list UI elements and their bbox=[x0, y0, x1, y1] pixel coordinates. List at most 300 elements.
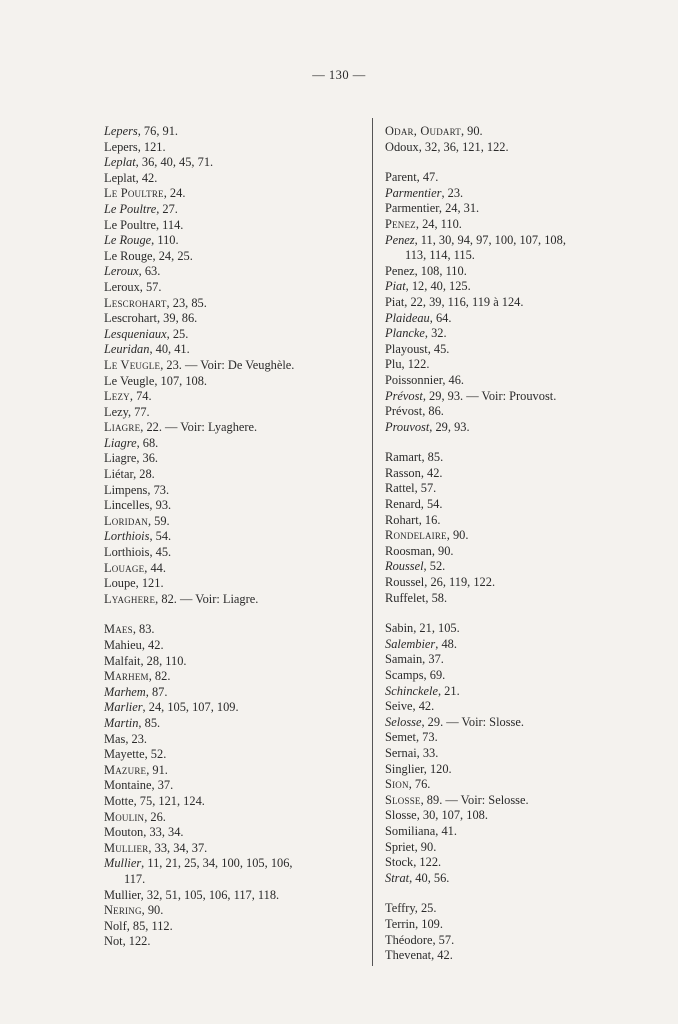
index-entry bbox=[104, 794, 366, 810]
index-entry bbox=[385, 170, 665, 186]
entry-name: Playoust bbox=[385, 341, 428, 356]
index-entry bbox=[385, 901, 665, 917]
entry-name: Limpens bbox=[104, 482, 148, 497]
index-entry bbox=[104, 934, 366, 950]
entry-pages: , 90. bbox=[141, 903, 164, 918]
index-entry bbox=[104, 140, 366, 156]
index-entry bbox=[104, 700, 366, 716]
entry-name: Seive bbox=[385, 699, 413, 714]
entry-pages: , 121. bbox=[135, 576, 164, 591]
entry-pages: , 122. bbox=[401, 357, 430, 372]
entry-pages: , 27. bbox=[156, 201, 178, 216]
entry-pages: 113, 114, 115. bbox=[405, 248, 475, 263]
entry-pages: , 52. bbox=[423, 559, 446, 574]
entry-name: Moulin bbox=[104, 809, 145, 824]
entry-pages: , 57. bbox=[432, 932, 455, 947]
entry-pages: , 122. bbox=[122, 934, 151, 949]
entry-name: Le Poultre bbox=[104, 186, 164, 201]
entry-name: Leroux bbox=[104, 279, 140, 294]
index-entry bbox=[385, 186, 665, 202]
entry-name: Leplat bbox=[104, 170, 136, 185]
entry-pages: , 87. bbox=[145, 684, 168, 699]
entry-name: Penez bbox=[385, 263, 415, 278]
index-entry bbox=[385, 948, 665, 964]
entry-name: Liagre bbox=[104, 435, 137, 450]
entry-name: Mazure bbox=[104, 762, 147, 777]
entry-pages: , 33. bbox=[416, 745, 439, 760]
entry-pages: , 83. bbox=[132, 622, 155, 637]
index-entry bbox=[104, 888, 366, 904]
index-entry bbox=[104, 358, 366, 374]
entry-pages: , 54. bbox=[420, 497, 443, 512]
entry-pages: , 73. bbox=[147, 482, 170, 497]
entry-name: Lezy bbox=[104, 389, 130, 404]
entry-pages: , 25. bbox=[166, 326, 189, 341]
index-entry bbox=[104, 561, 366, 577]
entry-pages: , 40, 56. bbox=[409, 870, 450, 885]
index-entry bbox=[104, 264, 366, 280]
entry-name: Liétar bbox=[104, 467, 134, 482]
index-entry bbox=[104, 280, 366, 296]
index-entry bbox=[104, 483, 366, 499]
entry-pages: , 12, 40, 125. bbox=[405, 279, 471, 294]
entry-name: Montaine bbox=[104, 778, 152, 793]
entry-pages: , 114. bbox=[155, 217, 184, 232]
entry-pages: , 90. bbox=[414, 839, 437, 854]
entry-name: Le Rouge bbox=[104, 248, 153, 263]
entry-pages: , 29. — Voir: Slosse. bbox=[421, 714, 524, 729]
entry-pages: , 39, 86. bbox=[156, 311, 198, 326]
index-entry bbox=[385, 140, 665, 156]
entry-name: Stock bbox=[385, 855, 414, 870]
entry-pages: , 29, 93. — Voir: Prouvost. bbox=[422, 388, 557, 403]
entry-name: Odar, Oudart bbox=[385, 124, 461, 138]
entry-name: Marhem bbox=[104, 669, 149, 684]
index-entry bbox=[385, 357, 665, 373]
entry-pages: , 74. bbox=[129, 389, 152, 404]
entry-pages: , 91. bbox=[146, 762, 168, 777]
index-entry bbox=[104, 233, 366, 249]
entry-name: Mayette bbox=[104, 747, 145, 762]
index-column-right bbox=[385, 124, 665, 964]
index-entry bbox=[385, 544, 665, 560]
index-entry bbox=[104, 374, 366, 390]
index-entry bbox=[104, 903, 366, 919]
entry-name: Rattel bbox=[385, 481, 415, 496]
entry-pages: , 11, 21, 25, 34, 100, 105, 106, bbox=[141, 856, 293, 871]
index-entry bbox=[104, 638, 366, 654]
index-entry bbox=[104, 124, 366, 140]
entry-pages: , 108, 110. bbox=[414, 263, 467, 278]
entry-name: Schinckele bbox=[385, 683, 438, 698]
index-entry bbox=[104, 342, 366, 358]
entry-name: Slosse bbox=[385, 808, 417, 823]
index-entry bbox=[104, 825, 366, 841]
entry-name: Lezy bbox=[104, 404, 128, 419]
entry-pages: , 23. bbox=[125, 731, 148, 746]
entry-pages: , 82. — Voir: Liagre. bbox=[155, 591, 259, 606]
index-entry bbox=[104, 778, 366, 794]
entry-pages: , 36. bbox=[136, 451, 159, 466]
index-entry bbox=[385, 295, 665, 311]
entry-pages: , 44. bbox=[144, 560, 166, 575]
entry-pages: , 90. bbox=[460, 124, 483, 138]
entry-pages: , 68. bbox=[136, 435, 159, 450]
index-entry bbox=[385, 124, 665, 140]
entry-pages: , 26. bbox=[144, 809, 166, 824]
entry-pages: , 33, 34, 37. bbox=[148, 840, 208, 855]
entry-name: Plu bbox=[385, 357, 402, 372]
entry-name: Prévost bbox=[385, 388, 423, 403]
entry-pages: , 77. bbox=[127, 404, 150, 419]
entry-pages: , 48. bbox=[435, 636, 457, 651]
index-entry bbox=[385, 201, 665, 217]
index-entry bbox=[385, 326, 665, 342]
entry-name: Leroux bbox=[104, 264, 139, 279]
entry-pages: , 32. bbox=[424, 326, 447, 341]
entry-name: Lesqueniaux bbox=[104, 326, 167, 341]
index-column-left bbox=[104, 124, 366, 950]
entry-name: Samain bbox=[385, 652, 423, 667]
entry-pages: , 42. bbox=[135, 170, 158, 185]
entry-name: Loupe bbox=[104, 576, 136, 591]
entry-pages: , 57. bbox=[139, 279, 162, 294]
entry-pages: , 22, 39, 116, 119 à 124. bbox=[404, 294, 524, 309]
entry-name: Le Poultre bbox=[104, 201, 157, 216]
index-entry bbox=[385, 762, 665, 778]
index-entry bbox=[104, 296, 366, 312]
index-entry bbox=[385, 481, 665, 497]
index-entry bbox=[385, 793, 665, 809]
entry-pages: , 11, 30, 94, 97, 100, 107, 108, bbox=[414, 232, 566, 247]
entry-pages: , 24. bbox=[163, 186, 186, 201]
entry-name: Sion bbox=[385, 777, 409, 792]
index-entry bbox=[385, 746, 665, 762]
entry-name: Lyaghere bbox=[104, 591, 156, 606]
entry-name: Malfait bbox=[104, 653, 141, 668]
index-entry bbox=[104, 436, 366, 452]
entry-pages: , 42. bbox=[412, 699, 435, 714]
entry-name: Plancke bbox=[385, 326, 425, 341]
index-entry bbox=[385, 466, 665, 482]
entry-pages: , 23. — Voir: De Veughèle. bbox=[160, 357, 295, 372]
entry-pages: , 93. bbox=[149, 498, 172, 513]
entry-pages: , 47. bbox=[416, 170, 439, 185]
entry-name: Mullier bbox=[104, 856, 142, 871]
entry-pages: , 58. bbox=[425, 590, 448, 605]
entry-name: Not bbox=[104, 934, 123, 949]
index-entry bbox=[104, 171, 366, 187]
index-entry bbox=[104, 763, 366, 779]
index-entry bbox=[104, 327, 366, 343]
index-entry bbox=[104, 810, 366, 826]
entry-name: Prévost bbox=[385, 404, 423, 419]
entry-pages: , 21, 105. bbox=[413, 621, 460, 636]
entry-name: Maes bbox=[104, 622, 133, 637]
index-entry bbox=[104, 654, 366, 670]
entry-pages: , 85, 112. bbox=[126, 918, 173, 933]
entry-pages: , 42. bbox=[420, 465, 443, 480]
index-entry bbox=[385, 389, 665, 405]
index-entry bbox=[104, 669, 366, 685]
entry-name: Liagre bbox=[104, 420, 141, 435]
index-entry bbox=[104, 622, 366, 638]
entry-name: Slosse bbox=[385, 792, 421, 807]
entry-pages: , 28, 110. bbox=[140, 653, 187, 668]
index-entry bbox=[385, 248, 665, 264]
entry-pages: , 45. bbox=[149, 545, 172, 560]
index-entry bbox=[104, 389, 366, 405]
entry-name: Salembier bbox=[385, 636, 436, 651]
entry-name: Mas bbox=[104, 731, 126, 746]
entry-name: Poissonnier bbox=[385, 372, 443, 387]
index-entry bbox=[385, 715, 665, 731]
index-entry bbox=[385, 824, 665, 840]
entry-pages: , 107, 108. bbox=[154, 373, 208, 388]
index-entry bbox=[385, 621, 665, 637]
index-entry bbox=[104, 514, 366, 530]
index-entry bbox=[385, 591, 665, 607]
index-entry bbox=[385, 233, 665, 249]
entry-name: Lepers bbox=[104, 124, 138, 138]
index-entry bbox=[385, 528, 665, 544]
entry-pages: , 42. bbox=[431, 948, 453, 963]
index-entry bbox=[104, 545, 366, 561]
entry-name: Le Veugle bbox=[104, 373, 155, 388]
entry-pages: , 30, 107, 108. bbox=[416, 808, 488, 823]
index-entry bbox=[104, 202, 366, 218]
entry-name: Terrin bbox=[385, 916, 416, 931]
entry-pages: , 46. bbox=[442, 372, 465, 387]
entry-pages: , 21. bbox=[437, 683, 460, 698]
index-entry bbox=[385, 730, 665, 746]
index-entry bbox=[104, 311, 366, 327]
entry-name: Motte bbox=[104, 793, 134, 808]
index-entry bbox=[385, 808, 665, 824]
entry-pages: 117. bbox=[124, 871, 146, 886]
index-entry bbox=[385, 637, 665, 653]
entry-pages: , 54. bbox=[149, 529, 172, 544]
index-entry bbox=[104, 249, 366, 265]
entry-name: Marlier bbox=[104, 700, 143, 715]
index-entry bbox=[104, 919, 366, 935]
index-entry bbox=[385, 777, 665, 793]
entry-pages: , 24, 110. bbox=[415, 216, 462, 231]
index-entry bbox=[385, 559, 665, 575]
entry-name: Roosman bbox=[385, 543, 432, 558]
entry-name: Lorthiois bbox=[104, 545, 150, 560]
entry-name: Semet bbox=[385, 730, 416, 745]
index-entry bbox=[385, 279, 665, 295]
entry-name: Loridan bbox=[104, 513, 148, 528]
index-entry bbox=[385, 917, 665, 933]
entry-name: Lescrohart bbox=[104, 295, 167, 310]
entry-pages: , 41. bbox=[435, 823, 457, 838]
entry-name: Sabin bbox=[385, 621, 414, 636]
index-entry bbox=[104, 451, 366, 467]
entry-name: Louage bbox=[104, 560, 145, 575]
entry-pages: , 73. bbox=[415, 730, 438, 745]
index-entry bbox=[385, 311, 665, 327]
entry-name: Nolf bbox=[104, 918, 127, 933]
entry-name: Parent bbox=[385, 170, 417, 185]
entry-name: Leuridan bbox=[104, 342, 150, 357]
index-entry bbox=[385, 652, 665, 668]
index-entry bbox=[385, 404, 665, 420]
entry-pages: , 37. bbox=[422, 652, 444, 667]
index-entry bbox=[385, 513, 665, 529]
entry-pages: , 89. — Voir: Selosse. bbox=[420, 792, 529, 807]
entry-pages: , 36, 40, 45, 71. bbox=[135, 155, 214, 170]
entry-name: Le Poultre bbox=[104, 217, 156, 232]
index-entry bbox=[104, 529, 366, 545]
index-entry bbox=[104, 841, 366, 857]
entry-pages: , 16. bbox=[418, 512, 441, 527]
entry-pages: , 32, 51, 105, 106, 117, 118. bbox=[140, 887, 280, 902]
entry-name: Le Rouge bbox=[104, 233, 152, 248]
entry-pages: , 24, 31. bbox=[438, 201, 480, 216]
entry-pages: , 22. — Voir: Lyaghere. bbox=[140, 420, 258, 435]
entry-name: Mahieu bbox=[104, 638, 142, 652]
entry-name: Odoux bbox=[385, 139, 419, 154]
entry-pages: , 45. bbox=[427, 341, 450, 356]
entry-name: Renard bbox=[385, 497, 421, 512]
entry-pages: , 110. bbox=[151, 233, 179, 248]
entry-pages: , 28. bbox=[133, 467, 155, 482]
entry-pages: , 86. bbox=[422, 404, 444, 419]
entry-pages: , 33, 34. bbox=[143, 825, 184, 840]
index-entry bbox=[104, 467, 366, 483]
entry-pages: , 76. bbox=[408, 777, 431, 792]
entry-name: Parmentier bbox=[385, 185, 442, 200]
entry-name: Rondelaire bbox=[385, 528, 447, 543]
index-entry bbox=[104, 155, 366, 171]
entry-name: Piat bbox=[385, 279, 406, 294]
entry-name: Théodore bbox=[385, 932, 433, 947]
entry-pages: , 40, 41. bbox=[149, 342, 190, 357]
entry-pages: , 69. bbox=[423, 668, 446, 682]
index-entry bbox=[385, 264, 665, 280]
entry-pages: , 29, 93. bbox=[429, 419, 470, 434]
index-entry bbox=[385, 840, 665, 856]
entry-pages: , 90. bbox=[431, 543, 454, 558]
entry-name: Somiliana bbox=[385, 823, 436, 838]
entry-pages: , 82. bbox=[148, 669, 171, 684]
index-entry bbox=[385, 450, 665, 466]
entry-name: Thevenat bbox=[385, 948, 432, 963]
entry-name: Roussel bbox=[385, 575, 425, 590]
index-entry bbox=[385, 497, 665, 513]
index-entry bbox=[104, 186, 366, 202]
column-divider bbox=[372, 118, 373, 966]
entry-name: Rohart bbox=[385, 512, 419, 527]
entry-name: Mouton bbox=[104, 825, 144, 840]
index-entry bbox=[104, 685, 366, 701]
entry-name: Martin bbox=[104, 715, 139, 730]
entry-pages: , 121. bbox=[137, 139, 166, 154]
entry-pages: , 59. bbox=[147, 513, 170, 528]
entry-name: Sernai bbox=[385, 745, 417, 760]
index-entry bbox=[104, 732, 366, 748]
entry-pages: , 90. bbox=[446, 528, 469, 543]
entry-name: Roussel bbox=[385, 559, 424, 574]
entry-name: Penez bbox=[385, 216, 416, 231]
entry-name: Leplat bbox=[104, 155, 136, 170]
index-entry bbox=[385, 855, 665, 871]
entry-name: Le Veugle bbox=[104, 357, 161, 372]
entry-pages: , 57. bbox=[414, 481, 437, 496]
index-entry bbox=[104, 747, 366, 763]
index-entry bbox=[385, 342, 665, 358]
entry-name: Singlier bbox=[385, 761, 424, 776]
index-entry bbox=[385, 871, 665, 887]
index-entry bbox=[104, 420, 366, 436]
entry-pages: , 42. bbox=[141, 638, 164, 652]
index-entry bbox=[104, 576, 366, 592]
entry-pages: , 63. bbox=[138, 264, 161, 279]
index-entry bbox=[104, 218, 366, 234]
entry-pages: , 26, 119, 122. bbox=[424, 575, 496, 590]
index-entry bbox=[385, 373, 665, 389]
entry-pages: , 85. bbox=[421, 450, 444, 465]
entry-name: Teffry bbox=[385, 901, 415, 916]
entry-pages: , 37. bbox=[151, 778, 174, 793]
index-entry bbox=[385, 217, 665, 233]
entry-name: Mullier bbox=[104, 887, 141, 902]
entry-pages: , 75, 121, 124. bbox=[133, 793, 205, 808]
entry-name: Lincelles bbox=[104, 498, 150, 513]
entry-pages: , 32, 36, 121, 122. bbox=[418, 139, 509, 154]
index-entry bbox=[385, 575, 665, 591]
entry-name: Ramart bbox=[385, 450, 422, 465]
index-entry bbox=[104, 498, 366, 514]
index-entry bbox=[385, 668, 665, 684]
entry-name: Piat bbox=[385, 294, 405, 309]
entry-pages: , 109. bbox=[415, 916, 443, 931]
index-entry bbox=[104, 856, 366, 872]
index-entry bbox=[385, 933, 665, 949]
entry-pages: , 23. bbox=[441, 185, 464, 200]
entry-name: Lepers bbox=[104, 139, 138, 154]
entry-name: Lescrohart bbox=[104, 311, 157, 326]
entry-pages: , 25. bbox=[414, 901, 437, 916]
entry-name: Liagre bbox=[104, 451, 137, 466]
entry-name: Penez bbox=[385, 232, 415, 247]
entry-pages: , 85. bbox=[138, 715, 161, 730]
entry-pages: , 76, 91. bbox=[137, 124, 179, 138]
page-number: — 130 — bbox=[312, 68, 366, 82]
entry-name: Scamps bbox=[385, 668, 424, 682]
entry-name: Plaideau bbox=[385, 310, 430, 325]
entry-name: Prouvost bbox=[385, 419, 430, 434]
index-entry bbox=[104, 405, 366, 421]
entry-name: Parmentier bbox=[385, 201, 439, 216]
index-entry bbox=[385, 699, 665, 715]
entry-name: Spriet bbox=[385, 839, 415, 854]
entry-pages: , 120. bbox=[423, 761, 452, 776]
entry-pages: , 64. bbox=[429, 310, 452, 325]
entry-pages: , 24, 25. bbox=[152, 248, 193, 263]
entry-name: Selosse bbox=[385, 714, 422, 729]
index-entry bbox=[104, 592, 366, 608]
entry-name: Rasson bbox=[385, 465, 421, 480]
index-entry bbox=[385, 420, 665, 436]
entry-name: Lorthiois bbox=[104, 529, 150, 544]
entry-pages: , 52. bbox=[144, 747, 167, 762]
entry-name: Nering bbox=[104, 903, 142, 918]
entry-name: Strat bbox=[385, 870, 410, 885]
index-entry bbox=[385, 684, 665, 700]
